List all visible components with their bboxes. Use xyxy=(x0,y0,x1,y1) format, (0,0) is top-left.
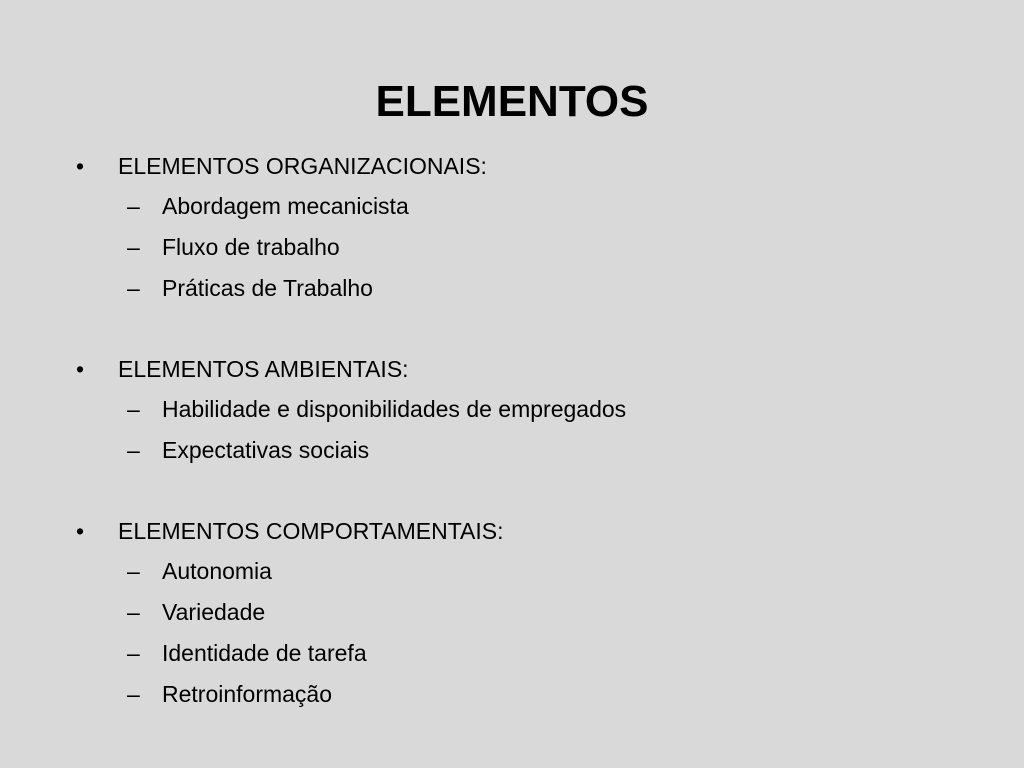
slide-title: ELEMENTOS xyxy=(375,77,649,126)
bullet-icon: • xyxy=(76,518,85,544)
dash-icon: – xyxy=(127,396,140,422)
bullet-list xyxy=(76,146,976,715)
sub-bullet-item xyxy=(76,592,976,633)
section-organizacionais xyxy=(76,146,976,309)
sub-bullet-text: Abordagem mecanicista xyxy=(162,193,409,219)
dash-icon: – xyxy=(127,437,140,463)
dash-icon: – xyxy=(127,193,140,219)
bullet-item xyxy=(76,349,976,389)
section-ambientais xyxy=(76,349,976,471)
bullet-item xyxy=(76,511,976,551)
bullet-item xyxy=(76,146,976,186)
sub-bullet-text: Retroinformação xyxy=(162,681,333,707)
dash-icon: – xyxy=(127,275,140,301)
sub-bullet-text: Habilidade e disponibilidades de empregados xyxy=(162,396,627,422)
sub-bullet-text: Variedade xyxy=(162,599,266,625)
sub-bullet-text: Fluxo de trabalho xyxy=(162,234,340,260)
bullet-heading: ELEMENTOS COMPORTAMENTAIS: xyxy=(118,518,504,544)
dash-icon: – xyxy=(127,558,140,584)
sub-bullet-text: Identidade de tarefa xyxy=(162,640,367,666)
dash-icon: – xyxy=(127,681,140,707)
sub-bullet-item xyxy=(76,389,976,430)
bullet-icon: • xyxy=(76,153,85,179)
sub-bullet-item xyxy=(76,674,976,715)
dash-icon: – xyxy=(127,234,140,260)
sub-bullet-item xyxy=(76,268,976,309)
sub-bullet-item xyxy=(76,430,976,471)
bullet-heading: ELEMENTOS ORGANIZACIONAIS: xyxy=(118,153,487,179)
bullet-heading: ELEMENTOS AMBIENTAIS: xyxy=(118,356,409,382)
sub-bullet-item xyxy=(76,551,976,592)
sub-bullet-item xyxy=(76,227,976,268)
sub-bullet-item xyxy=(76,633,976,674)
bullet-icon: • xyxy=(76,356,85,382)
sub-bullet-text: Práticas de Trabalho xyxy=(162,275,373,301)
dash-icon: – xyxy=(127,599,140,625)
sub-bullet-text: Expectativas sociais xyxy=(162,437,370,463)
sub-bullet-item xyxy=(76,186,976,227)
dash-icon: – xyxy=(127,640,140,666)
sub-bullet-text: Autonomia xyxy=(162,558,272,584)
section-comportamentais xyxy=(76,511,976,715)
